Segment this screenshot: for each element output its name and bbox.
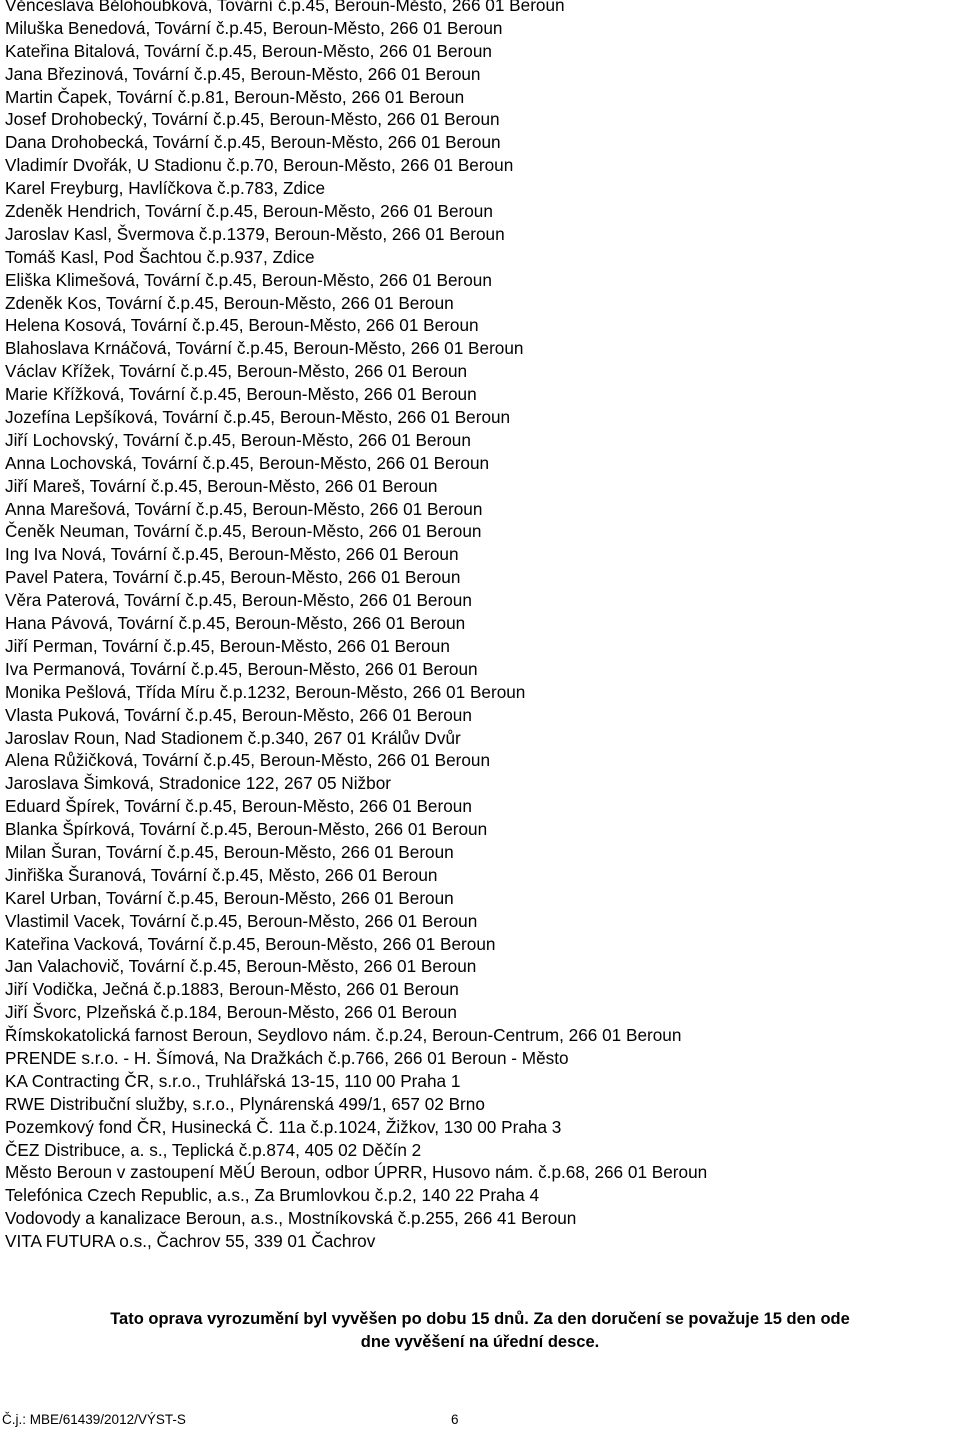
addressee-entry: Věnceslava Bělohoubková, Tovární č.p.45, Beroun-Město, 266 01 Beroun	[5, 0, 565, 15]
addressee-entry: Římskokatolická farnost Beroun, Seydlovo nám. č.p.24, Beroun-Centrum, 266 01 Beroun	[5, 1025, 682, 1046]
addressee-entry: Jinřiška Šuranová, Tovární č.p.45, Město, 266 01 Beroun	[5, 864, 438, 885]
addressee-entry: Jiří Perman, Tovární č.p.45, Beroun-Město, 266 01 Beroun	[5, 635, 450, 656]
addressee-entry: Město Beroun v zastoupení MěÚ Beroun, odbor ÚPRR, Husovo nám. č.p.68, 266 01 Beroun	[5, 1162, 708, 1183]
addressee-entry: Jaroslav Roun, Nad Stadionem č.p.340, 267 01 Králův Dvůr	[5, 727, 461, 748]
addressee-entry: Anna Lochovská, Tovární č.p.45, Beroun-Město, 266 01 Beroun	[5, 452, 490, 473]
addressee-entry: Milan Šuran, Tovární č.p.45, Beroun-Město, 266 01 Beroun	[5, 841, 454, 862]
addressee-entry: Miluška Benedová, Tovární č.p.45, Beroun-Město, 266 01 Beroun	[5, 17, 503, 38]
addressee-entry: Karel Urban, Tovární č.p.45, Beroun-Město, 266 01 Beroun	[5, 887, 454, 908]
document-reference-number: Č.j.: MBE/61439/2012/VÝST-S	[2, 1412, 186, 1427]
addressee-entry: Helena Kosová, Tovární č.p.45, Beroun-Město, 266 01 Beroun	[5, 315, 479, 336]
addressee-entry: Kateřina Bitalová, Tovární č.p.45, Beroun-Město, 266 01 Beroun	[5, 40, 492, 61]
addressee-entry: Věra Paterová, Tovární č.p.45, Beroun-Město, 266 01 Beroun	[5, 590, 472, 611]
addressee-entry: Karel Freyburg, Havlíčkova č.p.783, Zdice	[5, 178, 326, 199]
notice-line-2: dne vyvěšení na úřední desce.	[360, 1333, 600, 1351]
addressee-entry: PRENDE s.r.o. - H. Šímová, Na Dražkách č.p.766, 266 01 Beroun - Město	[5, 1047, 569, 1068]
addressee-entry: Jiří Mareš, Tovární č.p.45, Beroun-Město, 266 01 Beroun	[5, 475, 438, 496]
addressee-entry: Blahoslava Krnáčová, Tovární č.p.45, Beroun-Město, 266 01 Beroun	[5, 338, 524, 359]
addressee-entry: Kateřina Vacková, Tovární č.p.45, Beroun-Město, 266 01 Beroun	[5, 933, 496, 954]
addressee-entry: Marie Křížková, Tovární č.p.45, Beroun-Město, 266 01 Beroun	[5, 384, 477, 405]
addressee-entry: Vlasta Puková, Tovární č.p.45, Beroun-Město, 266 01 Beroun	[5, 704, 472, 725]
addressee-entry: Jozefína Lepšíková, Tovární č.p.45, Beroun-Město, 266 01 Beroun	[5, 407, 511, 428]
addressee-entry: RWE Distribuční služby, s.r.o., Plynárenská 499/1, 657 02 Brno	[5, 1093, 485, 1114]
addressee-entry: Václav Křížek, Tovární č.p.45, Beroun-Město, 266 01 Beroun	[5, 361, 468, 382]
addressee-entry: Jana Březinová, Tovární č.p.45, Beroun-Město, 266 01 Beroun	[5, 63, 481, 84]
addressee-entry: Pozemkový fond ČR, Husinecká Č. 11a č.p.1024, Žižkov, 130 00 Praha 3	[5, 1116, 562, 1137]
addressee-entry: Jiří Lochovský, Tovární č.p.45, Beroun-Město, 266 01 Beroun	[5, 429, 471, 450]
addressee-entry: Telefónica Czech Republic, a.s., Za Brumlovkou č.p.2, 140 22 Praha 4	[5, 1185, 540, 1206]
addressee-entry: Jiří Švorc, Plzeňská č.p.184, Beroun-Město, 266 01 Beroun	[5, 1002, 457, 1023]
addressee-entry: Vladimír Dvořák, U Stadionu č.p.70, Beroun-Město, 266 01 Beroun	[5, 155, 514, 176]
addressee-entry: Jaroslav Kasl, Švermova č.p.1379, Beroun-Město, 266 01 Beroun	[5, 223, 505, 244]
addressee-entry: VITA FUTURA o.s., Čachrov 55, 339 01 Čachrov	[5, 1231, 376, 1252]
notice-line-1: Tato oprava vyrozumění byl vyvěšen po dobu 15 dnů. Za den doručení se považuje 15 den ode	[110, 1310, 850, 1328]
addressee-entry: Josef Drohobecký, Tovární č.p.45, Beroun-Město, 266 01 Beroun	[5, 109, 500, 130]
addressee-entry: Blanka Špírková, Tovární č.p.45, Beroun-Město, 266 01 Beroun	[5, 819, 488, 840]
addressee-entry: KA Contracting ČR, s.r.o., Truhlářská 13-15, 110 00 Praha 1	[5, 1070, 461, 1091]
addressee-entry: Dana Drohobecká, Tovární č.p.45, Beroun-Město, 266 01 Beroun	[5, 132, 501, 153]
addressee-entry: Alena Růžičková, Tovární č.p.45, Beroun-Město, 266 01 Beroun	[5, 750, 491, 771]
addressee-entry: Monika Pešlová, Třída Míru č.p.1232, Beroun-Město, 266 01 Beroun	[5, 681, 526, 702]
addressee-entry: Zdeněk Kos, Tovární č.p.45, Beroun-Město, 266 01 Beroun	[5, 292, 454, 313]
addressee-entry: Vodovody a kanalizace Beroun, a.s., Mostníkovská č.p.255, 266 41 Beroun	[5, 1208, 577, 1229]
addressee-entry: Zdeněk Hendrich, Tovární č.p.45, Beroun-Město, 266 01 Beroun	[5, 201, 493, 222]
page-number: 6	[451, 1412, 459, 1427]
addressee-entry: Iva Permanová, Tovární č.p.45, Beroun-Město, 266 01 Beroun	[5, 658, 478, 679]
addressee-entry: Ing Iva Nová, Tovární č.p.45, Beroun-Město, 266 01 Beroun	[5, 544, 459, 565]
addressee-entry: Eliška Klimešová, Tovární č.p.45, Beroun-Město, 266 01 Beroun	[5, 269, 492, 290]
addressee-entry: Vlastimil Vacek, Tovární č.p.45, Beroun-Město, 266 01 Beroun	[5, 910, 478, 931]
addressee-entry: ČEZ Distribuce, a. s., Teplická č.p.874, 405 02 Děčín 2	[5, 1139, 422, 1160]
posting-notice	[0, 1308, 960, 1354]
addressee-entry: Tomáš Kasl, Pod Šachtou č.p.937, Zdice	[5, 246, 315, 267]
addressee-entry: Hana Pávová, Tovární č.p.45, Beroun-Město, 266 01 Beroun	[5, 613, 466, 634]
addressee-entry: Anna Marešová, Tovární č.p.45, Beroun-Město, 266 01 Beroun	[5, 498, 483, 519]
addressee-entry: Eduard Špírek, Tovární č.p.45, Beroun-Město, 266 01 Beroun	[5, 796, 472, 817]
addressee-entry: Pavel Patera, Tovární č.p.45, Beroun-Město, 266 01 Beroun	[5, 567, 461, 588]
addressee-list	[5, 0, 955, 1253]
addressee-entry: Martin Čapek, Tovární č.p.81, Beroun-Město, 266 01 Beroun	[5, 86, 465, 107]
addressee-entry: Jiří Vodička, Ječná č.p.1883, Beroun-Město, 266 01 Beroun	[5, 979, 459, 1000]
addressee-entry: Čeněk Neuman, Tovární č.p.45, Beroun-Město, 266 01 Beroun	[5, 521, 482, 542]
addressee-entry: Jaroslava Šimková, Stradonice 122, 267 05 Nižbor	[5, 773, 391, 794]
addressee-entry: Jan Valachovič, Tovární č.p.45, Beroun-Město, 266 01 Beroun	[5, 956, 477, 977]
